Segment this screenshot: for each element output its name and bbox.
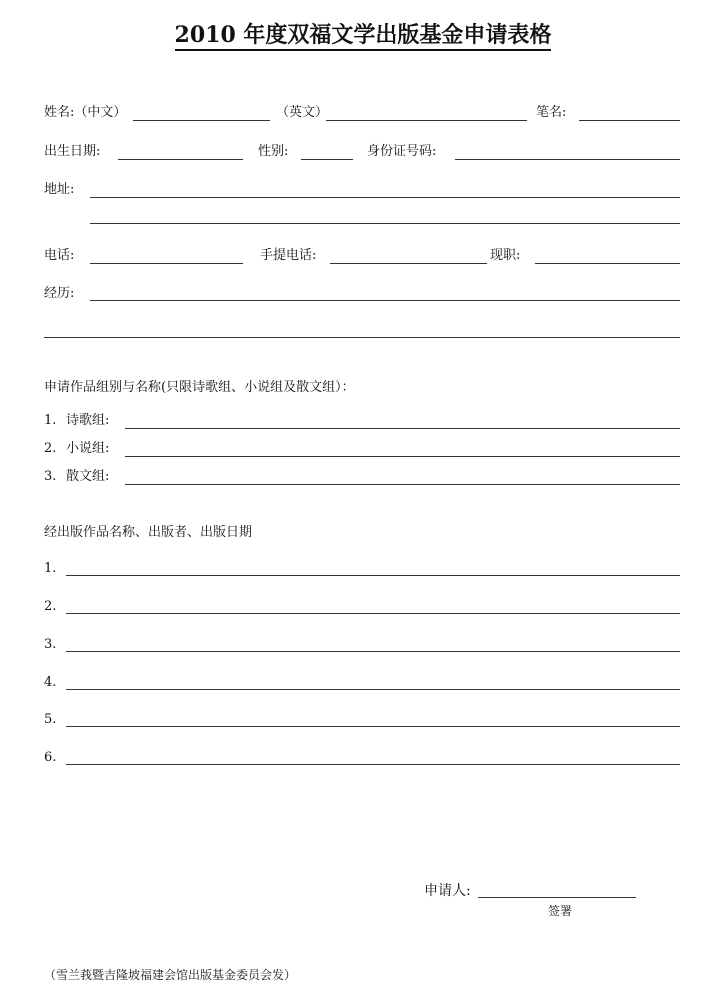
published-item-field[interactable] — [66, 689, 680, 690]
published-item-num: 3. — [44, 637, 57, 652]
works-item-num: 1. — [44, 413, 57, 428]
name-en-field[interactable] — [326, 120, 527, 121]
signature-field[interactable] — [478, 897, 636, 898]
published-item-field[interactable] — [66, 613, 680, 614]
published-item-num: 4. — [44, 675, 57, 690]
mobile-label: 手提电话: — [260, 248, 317, 263]
works-item-num: 3. — [44, 469, 57, 484]
birth-date-label: 出生日期: — [44, 144, 101, 159]
id-number-field[interactable] — [455, 159, 680, 160]
published-item-num: 2. — [44, 599, 57, 614]
pen-name-label: 笔名: — [536, 105, 567, 120]
birth-date-field[interactable] — [118, 159, 243, 160]
occupation-field[interactable] — [535, 263, 680, 264]
occupation-label: 现职: — [490, 248, 521, 263]
experience-field-line2[interactable] — [44, 337, 680, 338]
address-label: 地址: — [44, 182, 75, 197]
published-item-num: 6. — [44, 750, 57, 765]
applicant-label: 申请人: — [424, 883, 471, 899]
pen-name-field[interactable] — [579, 120, 680, 121]
experience-field-line1[interactable] — [90, 300, 680, 301]
address-field-line1[interactable] — [90, 197, 680, 198]
published-heading: 经出版作品名称、出版者、出版日期 — [44, 525, 253, 540]
gender-label: 性别: — [258, 144, 289, 159]
sign-label: 签署 — [548, 904, 573, 918]
footer-issuer: （雪兰莪暨吉隆坡福建会馆出版基金委员会发） — [44, 968, 297, 982]
published-item-field[interactable] — [66, 764, 680, 765]
phone-label: 电话: — [44, 248, 75, 263]
published-item-field[interactable] — [66, 726, 680, 727]
experience-label: 经历: — [44, 286, 75, 301]
works-item-label: 诗歌组: — [66, 413, 110, 428]
published-item-num: 1. — [44, 561, 57, 576]
id-number-label: 身份证号码: — [367, 144, 437, 159]
phone-field[interactable] — [90, 263, 243, 264]
works-item-label: 散文组: — [66, 469, 110, 484]
address-field-line2[interactable] — [90, 223, 680, 224]
name-cn-label: 姓名:（中文） — [44, 105, 127, 120]
prose-field[interactable] — [125, 484, 680, 485]
works-item-label: 小说组: — [66, 441, 110, 456]
works-item-num: 2. — [44, 441, 57, 456]
published-item-field[interactable] — [66, 651, 680, 652]
name-en-label: （英文） — [276, 105, 329, 120]
works-heading: 申请作品组别与名称(只限诗歌组、小说组及散文组）： — [44, 380, 355, 395]
fiction-field[interactable] — [125, 456, 680, 457]
form-title-text: 2010 年度双福文学出版基金申请表格 — [175, 22, 552, 51]
mobile-field[interactable] — [330, 263, 487, 264]
published-item-field[interactable] — [66, 575, 680, 576]
poetry-field[interactable] — [125, 428, 680, 429]
gender-field[interactable] — [301, 159, 353, 160]
form-title — [0, 20, 726, 50]
published-item-num: 5. — [44, 712, 57, 727]
name-cn-field[interactable] — [133, 120, 270, 121]
